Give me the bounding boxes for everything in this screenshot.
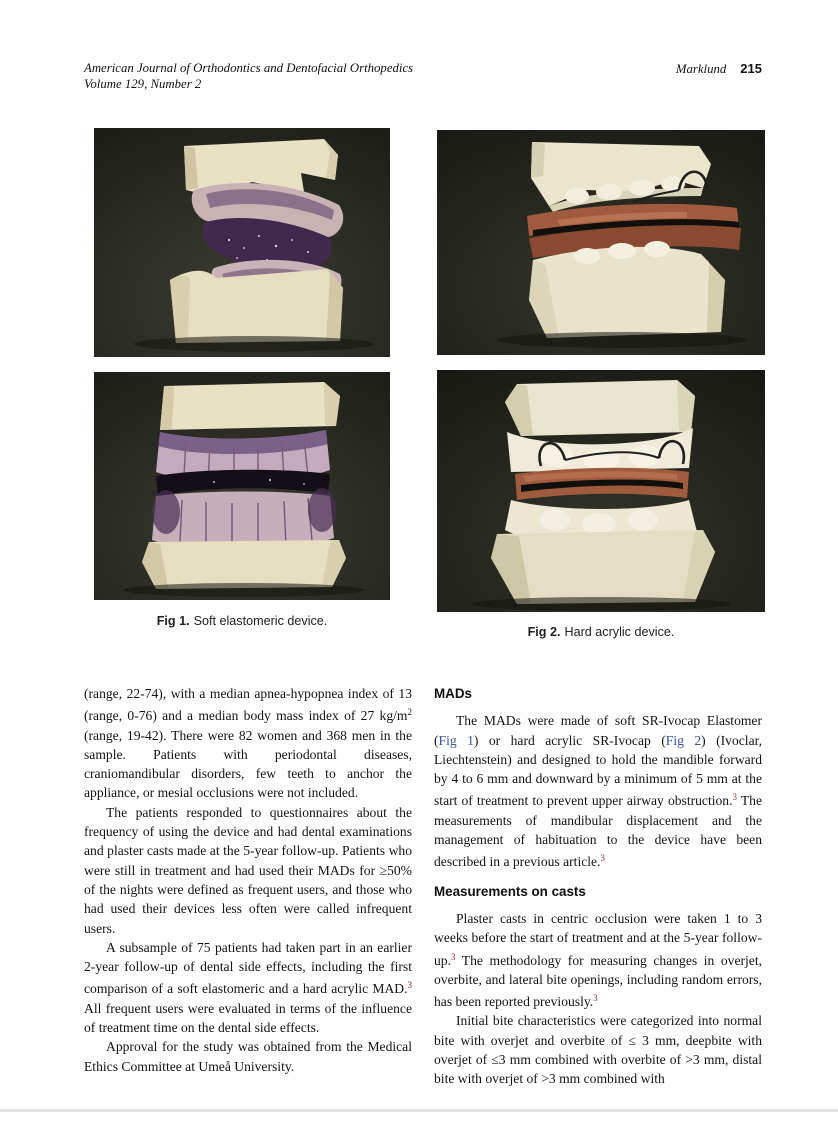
reference-superscript[interactable]: 3 — [600, 853, 605, 864]
paragraph-sample: (range, 22-74), with a median apnea-hypopnea index of 13 (range, 0-76) and a median body mass index of 27 $kg/m^2$ (range, 19-42). There were 82 women and 368 men in the sample. Patients with periodontal diseases, craniomandibular disorders, few teeth to anchor the appliance, or mesial occlusions were not included. — [84, 686, 412, 801]
fig2-frontal-photo — [437, 370, 765, 612]
reference-superscript[interactable]: 3 — [407, 980, 412, 991]
author-name: Marklund — [675, 62, 727, 76]
fig1-caption — [94, 613, 390, 629]
figure-2 — [437, 130, 765, 640]
journal-info — [84, 61, 413, 92]
fig1-caption-text: Soft elastomeric device. — [193, 614, 328, 628]
section-heading-mads: MADs — [434, 686, 472, 701]
fig1-frontal-photo — [94, 372, 390, 600]
page-number: 215 — [740, 61, 762, 76]
right-text-column — [434, 684, 762, 1089]
fig2-caption — [437, 624, 765, 640]
figure-1 — [94, 128, 390, 629]
fig1-lateral-photo — [94, 128, 390, 357]
running-head — [676, 61, 762, 77]
fig2-lateral-photo — [437, 130, 765, 355]
paragraph-mads: The MADs were made of soft SR-Ivocap Elastomer (Fig 1) or hard acrylic SR-Ivocap (Fig 2) (Ivoclar, Liechtenstein) and designed to hold the mandible forward by 4 to 6 mm and downward by a minimum of 5 mm at the start of treatment to prevent upper airway obstruction.$^3$ The measurements of mandibular displacement and the management of habituation to the device have been described in a previous article.$^3$ — [434, 713, 762, 870]
paragraph-subsample: A subsample of 75 patients had taken part in an earlier 2-year follow-up of dental side effects, including the first comparison of a soft elastomeric and a hard acrylic MAD.$^3$ All frequent users were evaluated in terms of the influence of treatment time on the dental side effects. — [84, 939, 412, 1036]
section-heading-measurements: Measurements on casts — [434, 883, 586, 899]
superscript-text: 2 — [407, 707, 412, 718]
journal-issue: Volume 129, Number 2 — [84, 76, 202, 91]
fig2-caption-label: Fig 2. — [527, 625, 561, 639]
left-text-column — [84, 684, 412, 1076]
reference-superscript[interactable]: 3 — [732, 792, 738, 803]
page-header — [84, 61, 762, 92]
scan-edge-artifact — [0, 1109, 838, 1112]
journal-title: American Journal of Orthodontics and Dentofacial Orthopedics — [84, 61, 414, 75]
reference-superscript[interactable]: 3 — [593, 993, 598, 1004]
paragraph-questionnaires: The patients responded to questionnaires about the frequency of using the device and had dental examinations and plaster casts made at the 5-year follow-up. Patients who were still in treatment and had used their MADs for ≥50% of the nights were defined as frequent users, and those who had used their devices less often were called infrequent users. — [84, 804, 412, 936]
reference-superscript[interactable]: 3 — [451, 951, 456, 962]
fig-crossref-link[interactable]: Fig 2 — [665, 732, 702, 748]
paragraph-bite-characteristics: Initial bite characteristics were categorized into normal bite with overjet and overbite of ≤ 3 mm, deepbite with overjet of ≤3 mm combined with overbite of >3 mm, distal bite with overjet of >3 mm combined with — [434, 1013, 762, 1087]
fig1-caption-label: Fig 1. — [156, 614, 190, 628]
fig2-caption-text: Hard acrylic device. — [564, 625, 675, 639]
paragraph-ethics: Approval for the study was obtained from the Medical Ethics Committee at Umeå University. — [84, 1039, 412, 1074]
fig-crossref-link[interactable]: Fig 1 — [438, 732, 474, 748]
paragraph-plaster-casts: Plaster casts in centric occlusion were taken 1 to 3 weeks before the start of treatment and at the 5-year follow-up.$^3$ The methodology for measuring changes in overjet, overbite, and lateral bite openings, including random errors, has been reported previously.$^3$ — [434, 910, 762, 1010]
